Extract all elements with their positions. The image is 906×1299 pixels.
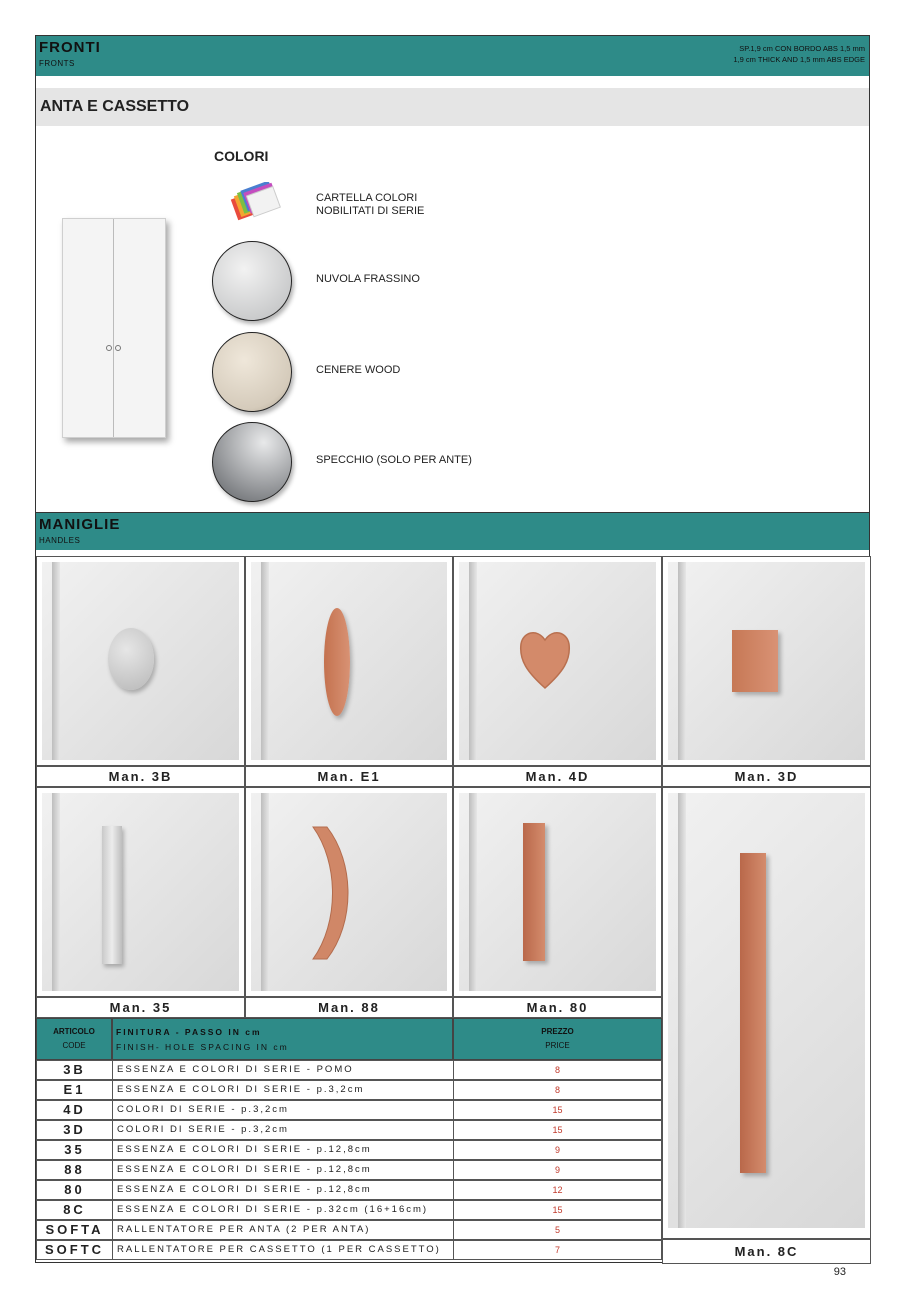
table-row — [36, 1200, 662, 1220]
row-price: 5 — [453, 1221, 661, 1239]
handle-photo-e1 — [245, 556, 453, 766]
table-row — [36, 1220, 662, 1240]
row-price: 9 — [453, 1141, 661, 1159]
row-desc: RALLENTATORE PER ANTA (2 PER ANTA) — [117, 1224, 371, 1235]
table-row — [36, 1140, 662, 1160]
table-header-price — [453, 1018, 662, 1060]
color-label-cenere: CENERE WOOD — [316, 364, 401, 376]
row-price: 9 — [453, 1161, 661, 1179]
color-label-nuvola: NUVOLA FRASSINO — [316, 273, 420, 285]
fronts-title: FRONTI — [39, 39, 101, 56]
handle-photo-88 — [245, 787, 453, 997]
table-row — [36, 1100, 662, 1120]
handle-label-3b: Man. 3B — [36, 766, 245, 787]
row-code: 8C — [37, 1201, 113, 1219]
handle-label-4d: Man. 4D — [453, 766, 662, 787]
row-desc: RALLENTATORE PER CASSETTO (1 PER CASSETTO) — [117, 1244, 441, 1255]
row-price: 8 — [453, 1061, 661, 1079]
fronts-subtitle: FRONTS — [39, 59, 75, 68]
handle-photo-80 — [453, 787, 662, 997]
row-price: 7 — [453, 1241, 661, 1259]
row-code: SOFTA — [37, 1221, 113, 1239]
row-code: 4D — [37, 1101, 113, 1119]
row-desc: COLORI DI SERIE - p.3,2cm — [117, 1104, 289, 1115]
table-header-finish — [112, 1018, 453, 1060]
spec-line-2: 1,9 cm THICK AND 1,5 mm ABS EDGE — [733, 55, 865, 64]
handle-photo-35 — [36, 787, 245, 997]
row-desc: ESSENZA E COLORI DI SERIE - p.12,8cm — [117, 1184, 372, 1195]
wardrobe-image — [62, 218, 166, 438]
page-frame — [35, 35, 870, 1263]
table-header-code — [36, 1018, 112, 1060]
page-number: 93 — [833, 1266, 846, 1278]
table-header-price-en: PRICE — [545, 1041, 570, 1050]
table-header-finish-it: FINITURA - PASSO IN cm — [116, 1027, 262, 1037]
row-desc: ESSENZA E COLORI DI SERIE - p.3,2cm — [117, 1084, 365, 1095]
row-desc: ESSENZA E COLORI DI SERIE - p.12,8cm — [117, 1164, 372, 1175]
table-row — [36, 1080, 662, 1100]
handle-label-8c: Man. 8C — [662, 1239, 871, 1264]
color-label-specchio: SPECCHIO (SOLO PER ANTE) — [316, 454, 472, 466]
spec-line-1: SP.1,9 cm CON BORDO ABS 1,5 mm — [739, 44, 865, 53]
handle-label-35: Man. 35 — [36, 997, 245, 1018]
row-desc: COLORI DI SERIE - p.3,2cm — [117, 1124, 289, 1135]
section-header — [36, 88, 869, 126]
table-row — [36, 1160, 662, 1180]
row-price: 15 — [453, 1121, 661, 1139]
table-row — [36, 1180, 662, 1200]
row-code: E1 — [37, 1081, 113, 1099]
row-desc: ESSENZA E COLORI DI SERIE - POMO — [117, 1064, 354, 1075]
row-price: 8 — [453, 1081, 661, 1099]
handles-subtitle: HANDLES — [39, 536, 81, 545]
handle-label-e1: Man. E1 — [245, 766, 453, 787]
row-code: 80 — [37, 1181, 113, 1199]
handle-label-80: Man. 80 — [453, 997, 662, 1018]
row-code: 3B — [37, 1061, 113, 1079]
table-row — [36, 1060, 662, 1080]
handle-label-3d: Man. 3D — [662, 766, 871, 787]
row-price: 15 — [453, 1101, 661, 1119]
row-code: 3D — [37, 1121, 113, 1139]
table-row — [36, 1120, 662, 1140]
row-code: 88 — [37, 1161, 113, 1179]
row-price: 12 — [453, 1181, 661, 1199]
fronts-header — [36, 36, 869, 76]
handle-photo-3b — [36, 556, 245, 766]
table-header-code-it: ARTICOLO — [53, 1027, 95, 1036]
section-title: ANTA E CASSETTO — [40, 98, 190, 115]
row-price: 15 — [453, 1201, 661, 1219]
specchio-swatch — [212, 422, 292, 502]
color-label-palette: CARTELLA COLORI NOBILITATI DI SERIE — [316, 192, 425, 217]
colors-heading: COLORI — [214, 148, 269, 164]
handle-photo-4d — [453, 556, 662, 766]
table-header-price-it: PREZZO — [541, 1027, 574, 1036]
table-header-finish-en: FINISH- HOLE SPACING IN cm — [116, 1042, 289, 1052]
handles-title: MANIGLIE — [39, 516, 121, 533]
handle-photo-8c — [662, 787, 871, 1239]
nuvola-frassino-swatch — [212, 241, 292, 321]
table-header-code-en: CODE — [62, 1041, 86, 1050]
handle-photo-3d — [662, 556, 871, 766]
table-row — [36, 1240, 662, 1260]
row-code: SOFTC — [37, 1241, 113, 1259]
handle-label-88: Man. 88 — [245, 997, 453, 1018]
cenere-wood-swatch — [212, 332, 292, 412]
handles-header — [36, 512, 869, 550]
color-palette-swatch — [224, 182, 284, 228]
row-desc: ESSENZA E COLORI DI SERIE - p.12,8cm — [117, 1144, 372, 1155]
row-code: 35 — [37, 1141, 113, 1159]
row-desc: ESSENZA E COLORI DI SERIE - p.32cm (16+16cm) — [117, 1204, 429, 1215]
